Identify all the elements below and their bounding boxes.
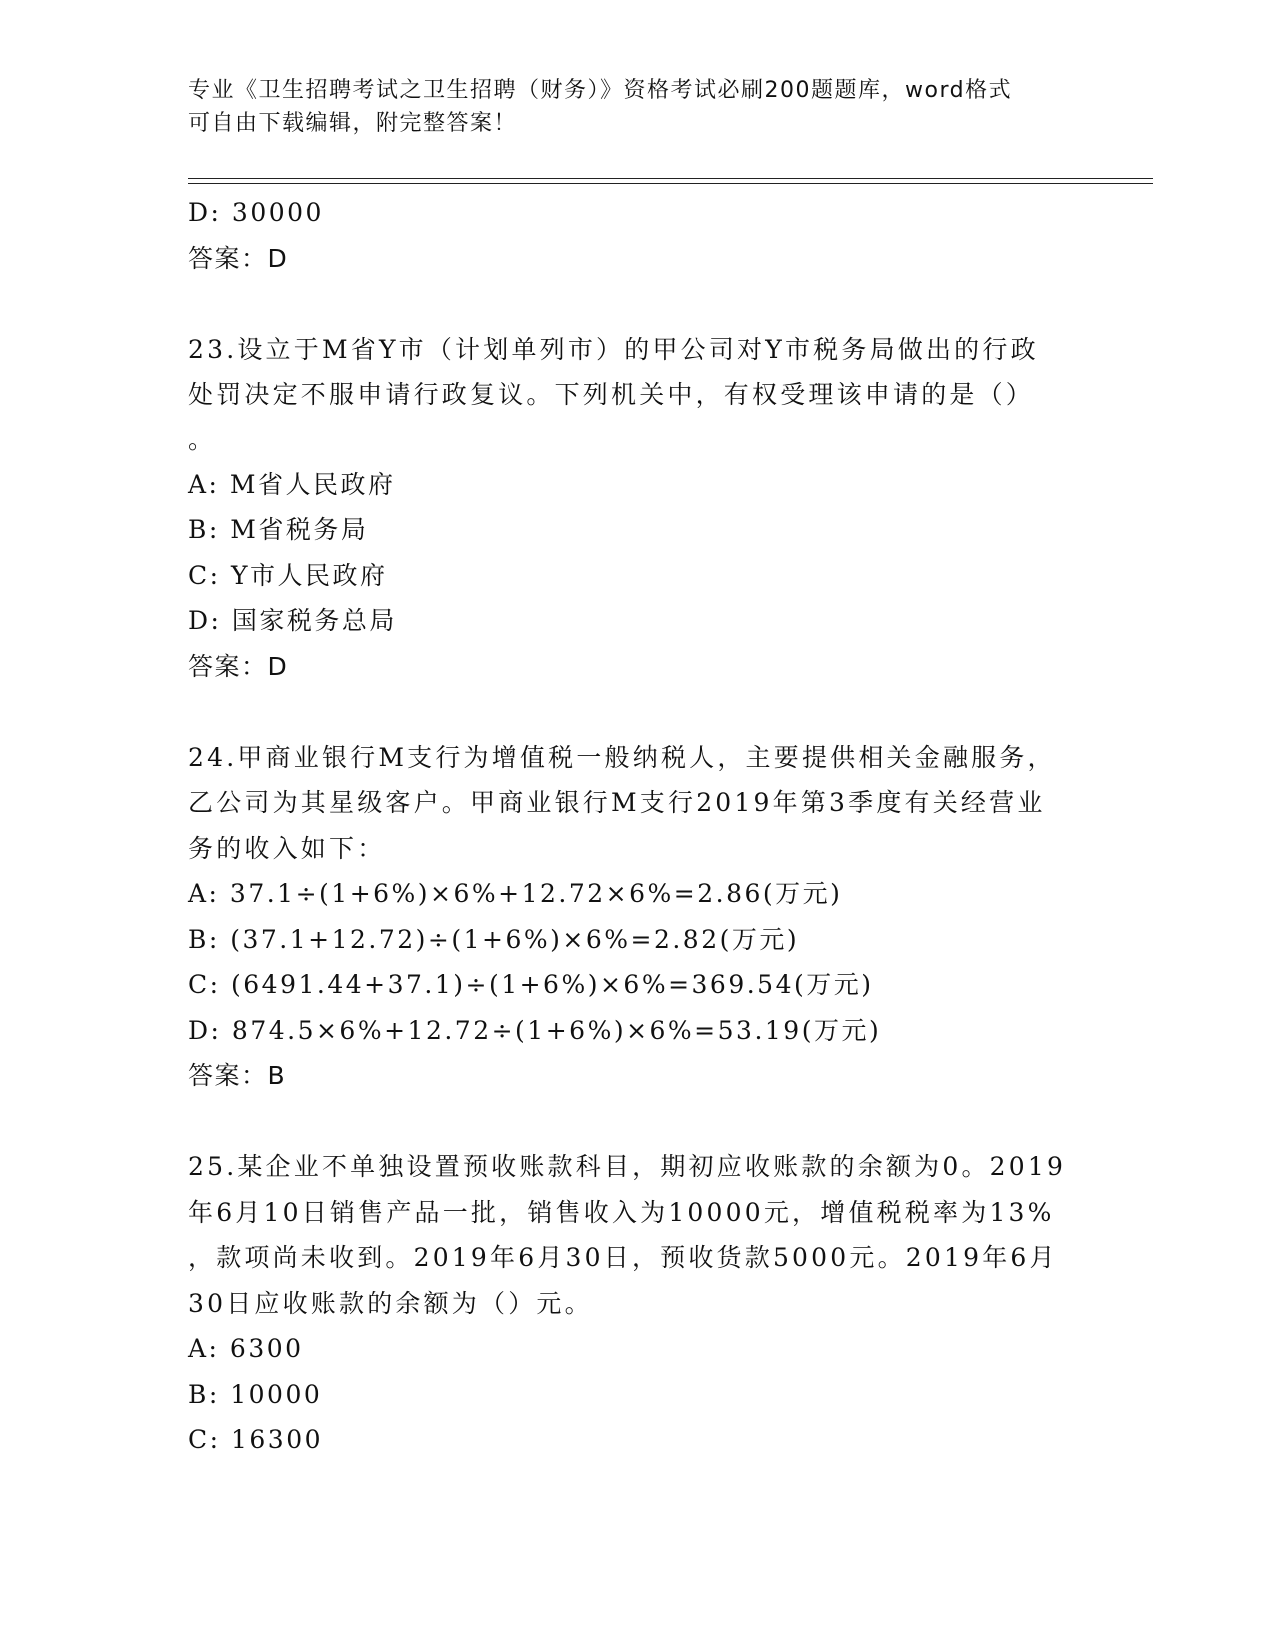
question-text-line: 处罚决定不服申请行政复议。下列机关中，有权受理该申请的是（） xyxy=(188,380,1035,409)
answer-line: 答案：D xyxy=(188,651,289,681)
option-b: B: 10000 xyxy=(188,1379,323,1409)
option-d: D: 30000 xyxy=(188,198,324,227)
question-text xyxy=(188,1144,1088,1326)
question-text xyxy=(188,735,1088,872)
option-c: C: 16300 xyxy=(188,1425,324,1454)
question-text-line: 30日应收账款的余额为（）元。 xyxy=(188,1288,593,1318)
answer-line: 答案：D xyxy=(188,243,289,273)
question-23 xyxy=(188,327,1088,690)
option-c: C: (6491.44+37.1)÷(1+6%)×6%=369.54(万元) xyxy=(188,970,874,999)
question-text-line: 24.甲商业银行M支行为增值税一般纳税人，主要提供相关金融服务， xyxy=(188,742,1056,772)
option-c: C: Y市人民政府 xyxy=(188,560,388,590)
question-25 xyxy=(188,1144,1088,1463)
header-title-line-2: 可自由下载编辑，附完整答案！ xyxy=(188,111,518,136)
question-text-line: 25.某企业不单独设置预收账款科目，期初应收账款的余额为0。2019 xyxy=(188,1152,1067,1181)
answer-line: 答案：B xyxy=(188,1061,287,1090)
question-text-line: 23.设立于M省Y市（计划单列市）的甲公司对Y市税务局做出的行政 xyxy=(188,334,1039,364)
option-b: B: M省税务局 xyxy=(188,515,369,544)
question-text-line: 乙公司为其星级客户。甲商业银行M支行2019年第3季度有关经营业 xyxy=(188,788,1046,817)
spacer xyxy=(188,1099,1088,1145)
option-a: A: 6300 xyxy=(188,1334,304,1363)
option-d: D: 874.5×6%+12.72÷(1+6%)×6%=53.19(万元) xyxy=(188,1015,882,1045)
question-text-line: 年6月10日销售产品一批，销售收入为10000元，增值税税率为13% xyxy=(188,1197,1055,1227)
document-header xyxy=(188,74,1068,140)
option-b: B: (37.1+12.72)÷(1+6%)×6%=2.82(万元) xyxy=(188,924,800,954)
spacer xyxy=(188,281,1088,327)
question-text-line: 务的收入如下： xyxy=(188,833,386,863)
question-text-line: ，款项尚未收到。2019年6月30日，预收货款5000元。2019年6月 xyxy=(188,1243,1058,1272)
document-body xyxy=(188,190,1088,1463)
option-a: A: 37.1÷(1+6%)×6%+12.72×6%=2.86(万元) xyxy=(188,879,843,908)
option-a: A: M省人民政府 xyxy=(188,469,396,499)
header-rule-bottom xyxy=(188,183,1153,184)
option-d: D: 国家税务总局 xyxy=(188,606,397,635)
header-title-line-1: 专业《卫生招聘考试之卫生招聘（财务）》资格考试必刷200题题库，word格式 xyxy=(188,78,1013,103)
spacer xyxy=(188,689,1088,735)
header-rule-top xyxy=(188,178,1153,179)
question-text xyxy=(188,327,1088,462)
previous-question-fragment xyxy=(188,190,1088,281)
question-24 xyxy=(188,735,1088,1099)
question-text-line: 。 xyxy=(188,424,217,454)
